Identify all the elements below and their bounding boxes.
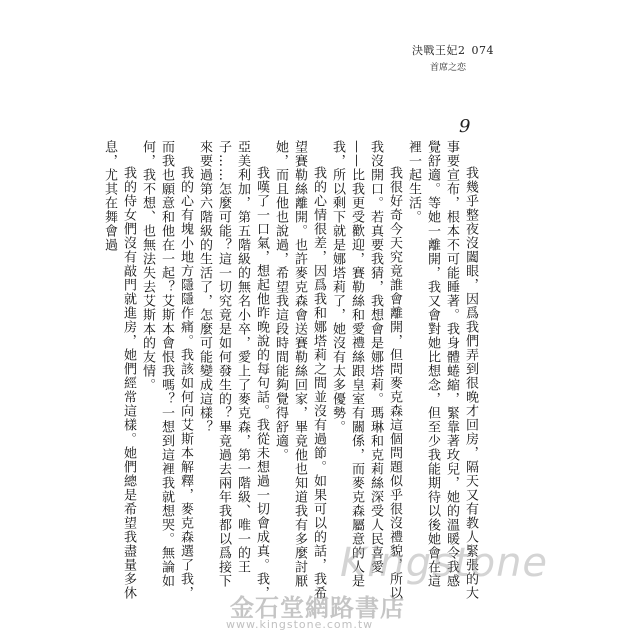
header-title-line: [412, 42, 494, 58]
paragraph: 我嘆了一口氣，想起他昨晚說的每句話。我從未想過一切會成真。我，亞美利加，第五階級的無名小卒，愛上了麥克森，第一階級、唯一的王子……怎麼可能？這一切究竟是如何發生的？畢竟過去兩年我都以爲接下來要過第六階級的生活了，怎麼可能變成這樣？: [197, 140, 269, 600]
book-title: 決戰王妃2: [412, 44, 466, 57]
watermark-url: www.kingstone.com.tw: [226, 618, 374, 631]
paragraph: 我幾乎整夜沒闔眼，因爲我們弄到很晚才回房，隔天又有教人緊張的大事要宣布，根本不可能睡著。我身體蜷縮，緊靠著玫兒，她的溫暖令我感覺舒適。等她一離開，我又會對她比想念，但至少我能期待以後她會在這裡一起生活。: [406, 140, 478, 600]
page-number: 074: [471, 44, 494, 57]
paragraph: 我的心有塊小地方隱隱作痛。我該如何向艾斯本解釋，麥克森選了我，而我也願意和他在一起？艾斯本會恨我嗎？一想到這裡我就想哭。無論如何，我不想、也無法失去艾斯本的友情。: [140, 140, 193, 600]
watermark-logo: Kingstone: [340, 540, 549, 586]
running-header: [412, 42, 494, 73]
chapter-number: 9: [459, 116, 471, 137]
watermark-store-name: 金石堂網路書店: [230, 593, 405, 622]
body-text: [102, 140, 480, 600]
paragraph: 我的心情很差，因爲我和娜塔莉之間並沒有過節。如果可以的話，我希望賽勒絲離開。也許麥克森會送賽勒絲回家，畢竟他也知道我有多麼討厭她，而且他也說過，希望我這段時間能夠覺得舒適。: [273, 140, 326, 600]
book-subtitle: 首席之恋: [429, 63, 466, 73]
paragraph: 我的侍女們沒有敲門就進房，她們經常這樣。她們總是希望我盡量多休息，尤其在舞會過: [102, 140, 136, 600]
paragraph: 我很好奇今天究竟誰會離開，但問麥克森這個問題似乎很沒禮貌，所以我沒開口。若真要我猜，我想會是娜塔莉。瑪琳和克莉絲深受人民喜愛——比我更受歡迎，賽勒絲和愛禮絲跟皇室有關係，而麥克森屬意的人是我，所以剩下就是娜塔莉了，她沒有太多優勢。: [330, 140, 402, 600]
